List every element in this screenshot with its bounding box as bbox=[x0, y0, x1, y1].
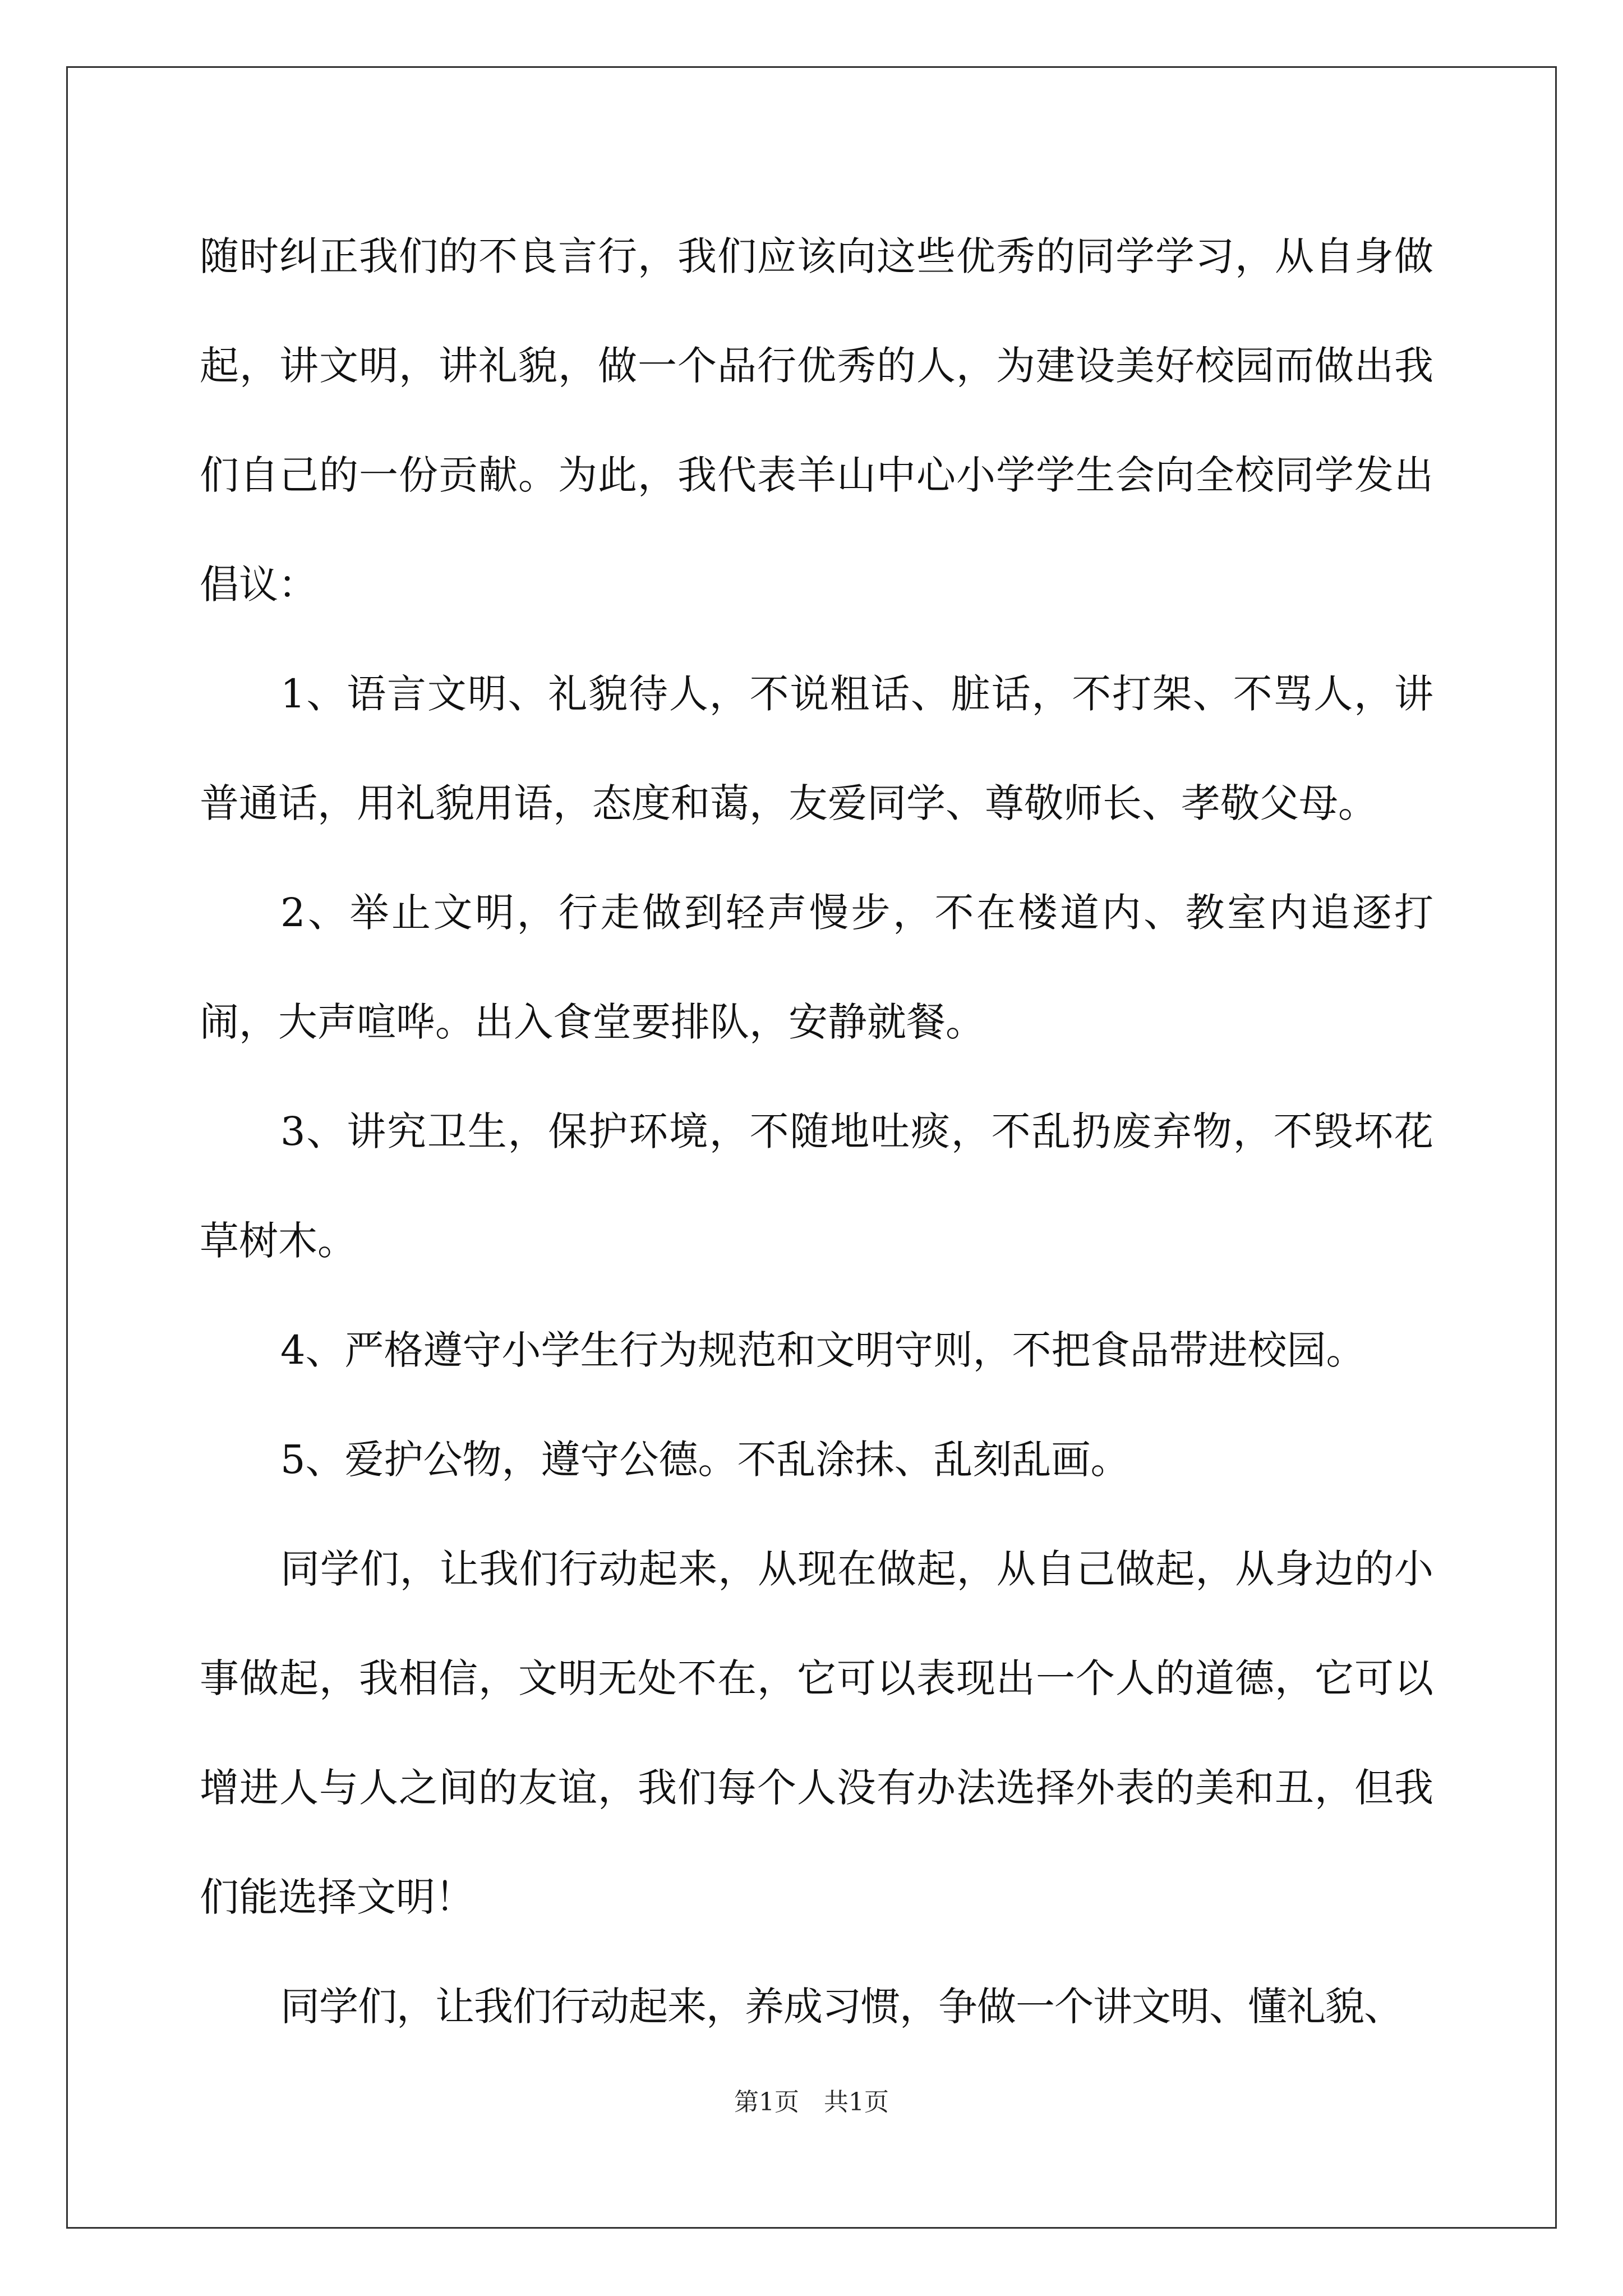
paragraph-item-3: 3、讲究卫生，保护环境，不随地吐痰，不乱扔废弃物，不毁坏花草树木。 bbox=[200, 1108, 1433, 1264]
paragraph-item-5: 5、爱护公物，遵守公德。不乱涂抹、乱刻乱画。 bbox=[280, 1437, 1130, 1483]
paragraph-item-1: 1、语言文明、礼貌待人，不说粗话、脏话，不打架、不骂人，讲普通话，用礼貌用语，态度和蔼，友爱同学、尊敬师长、孝敬父母。 bbox=[200, 671, 1433, 826]
page-footer: 第1页 共1页 bbox=[734, 2088, 889, 2116]
paragraph-closing: 同学们，让我们行动起来，养成习惯，争做一个讲文明、懂礼貌、 bbox=[280, 1984, 1403, 2030]
paragraph-call-to-action: 同学们，让我们行动起来，从现在做起，从自己做起，从身边的小事做起，我相信，文明无处不在，它可以表现出一个人的道德，它可以增进人与人之间的友谊，我们每个人没有办法选择外表的美和丑，但我们能选择文明！ bbox=[200, 1546, 1433, 1920]
document-body bbox=[200, 202, 1433, 2062]
paragraph-item-2: 2、举止文明，行走做到轻声慢步，不在楼道内、教室内追逐打闹，大声喧哗。出入食堂要排队，安静就餐。 bbox=[200, 890, 1433, 1045]
paragraph-item-4: 4、严格遵守小学生行为规范和文明守则，不把食品带进校园。 bbox=[280, 1327, 1366, 1373]
paragraph-intro: 随时纠正我们的不良言行，我们应该向这些优秀的同学学习，从自身做起，讲文明，讲礼貌，做一个品行优秀的人，为建设美好校园而做出我们自己的一份贡献。为此，我代表羊山中心小学学生会向全校同学发出倡议： bbox=[200, 233, 1433, 608]
